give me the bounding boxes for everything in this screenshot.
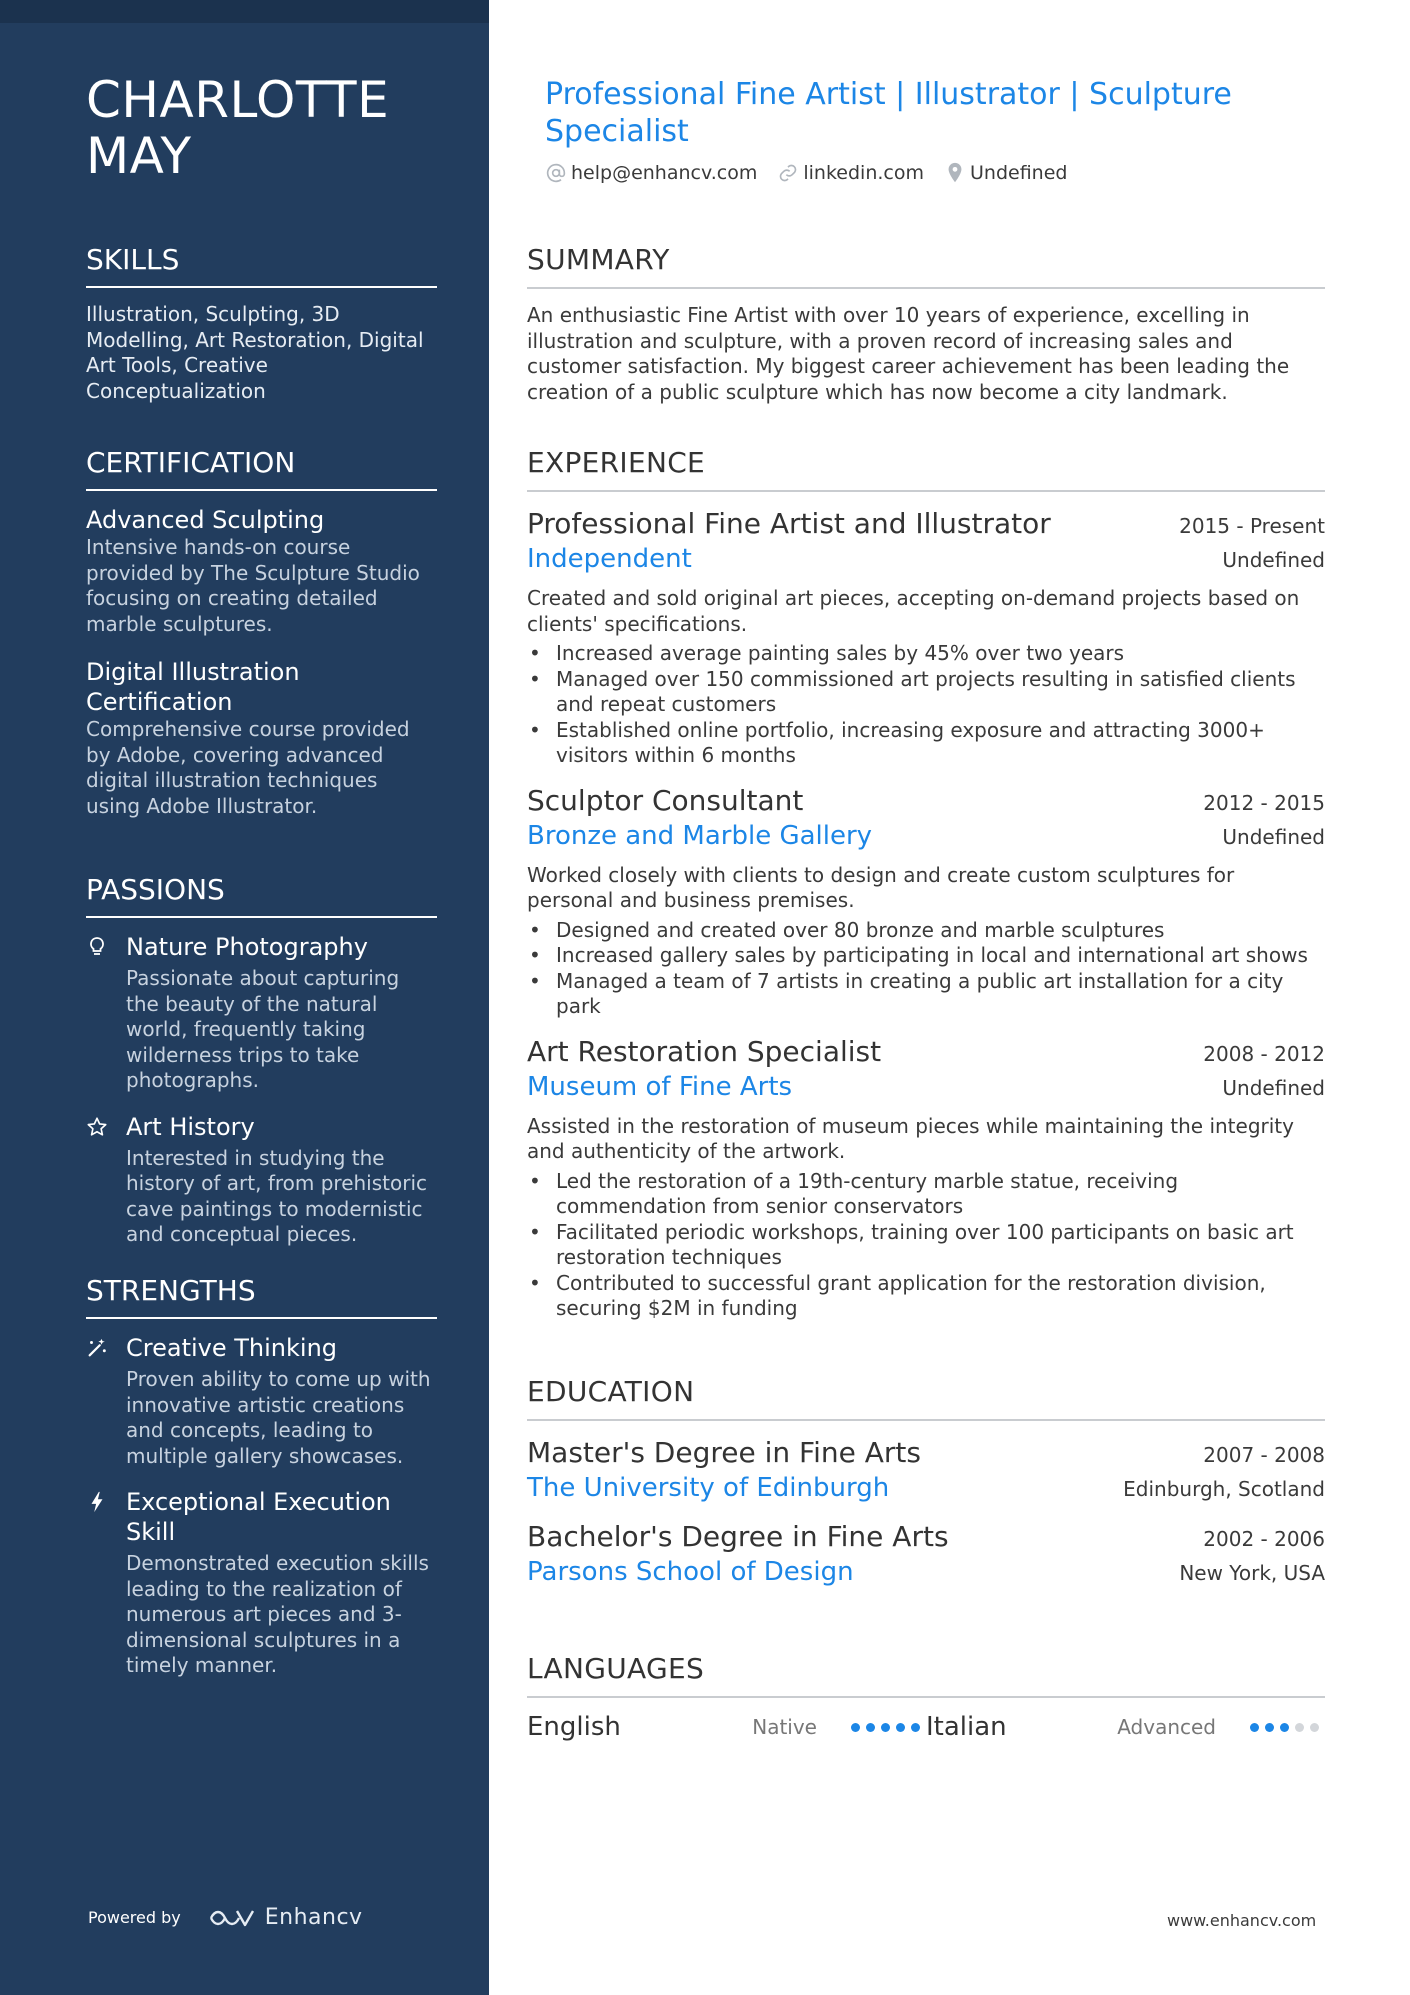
languages-section: [527, 1651, 1325, 1742]
certification-section: [86, 445, 437, 839]
language-level: Advanced: [1117, 1715, 1216, 1739]
achievement-item: • Managed over 150 commissioned art projects resulting in satisfied clients and repeat customers: [527, 667, 1325, 718]
job-dates: 2008 - 2012: [1203, 1041, 1325, 1066]
language-name: English: [527, 1712, 621, 1742]
job-dates: 2012 - 2015: [1203, 790, 1325, 815]
achievement-item: • Increased average painting sales by 45% over two years: [527, 641, 1325, 667]
skills-section: [86, 242, 437, 404]
enhancv-brand: Enhancv: [264, 1905, 363, 1930]
passion-description: Passionate about capturing the beauty of the natural world, frequently taking wilderness trips to take photographs.: [126, 966, 400, 1092]
job-location: Undefined: [1222, 824, 1325, 849]
passion-description: Interested in studying the history of art, from prehistoric cave paintings to modernistic and conceptual pieces.: [126, 1145, 428, 1246]
email-text: help@enhancv.com: [571, 162, 758, 184]
job-achievements: [527, 1169, 1325, 1322]
star-icon: [86, 1116, 108, 1138]
school-name: The University of Edinburgh: [527, 1473, 890, 1503]
certification-heading: CERTIFICATION: [86, 445, 437, 491]
contact-linkedin[interactable]: [777, 162, 924, 184]
rating-dot-filled: [881, 1723, 890, 1732]
sidebar: [0, 0, 489, 1995]
rating-dot-filled: [851, 1723, 860, 1732]
job-description: Assisted in the restoration of museum pieces while maintaining the integrity and authenticity of the artwork.: [527, 1113, 1294, 1163]
strength-title: Exceptional Execution Skill: [126, 1488, 391, 1546]
rating-dot-filled: [911, 1723, 920, 1732]
language-name: Italian: [926, 1712, 1007, 1742]
sidebar-top-bar: [0, 0, 489, 23]
rating-dot-filled: [1250, 1723, 1259, 1732]
rating-dot-empty: [1295, 1723, 1304, 1732]
rating-dot-filled: [1280, 1723, 1289, 1732]
rating-dot-filled: [1265, 1723, 1274, 1732]
candidate-name: [86, 72, 389, 184]
rating-dot-filled: [896, 1723, 905, 1732]
language-rating: [1250, 1723, 1325, 1732]
achievement-item: • Designed and created over 80 bronze and marble sculptures: [527, 918, 1325, 944]
education-section: [527, 1374, 1325, 1603]
experience-entry: [527, 1034, 1325, 1322]
achievement-item: • Facilitated periodic workshops, training over 100 participants on basic art restoration techniques: [527, 1220, 1325, 1271]
strength-description: Demonstrated execution skills leading to the realization of numerous art pieces and 3-dimensional sculptures in a timely manner.: [126, 1551, 429, 1677]
footer-website[interactable]: www.enhancv.com: [1167, 1911, 1317, 1930]
contact-location: [944, 162, 1067, 184]
powered-by: [88, 1905, 363, 1930]
passion-item: [86, 1112, 437, 1248]
school-name: Parsons School of Design: [527, 1557, 854, 1587]
headline: Professional Fine Artist | Illustrator | Sculpture Specialist: [545, 77, 1232, 149]
achievement-item: • Increased gallery sales by participating in local and international art shows: [527, 943, 1325, 969]
passions-heading: PASSIONS: [86, 872, 437, 918]
education-entry: [527, 1435, 1325, 1505]
company-name: Independent: [527, 544, 692, 574]
language-rating: [851, 1723, 926, 1732]
lightbulb-icon: [86, 936, 108, 958]
linkedin-text: linkedin.com: [803, 162, 924, 184]
magic-wand-icon: [86, 1337, 108, 1359]
languages-heading: LANGUAGES: [527, 1651, 1325, 1698]
job-achievements: [527, 918, 1325, 1020]
education-dates: 2007 - 2008: [1203, 1443, 1325, 1467]
languages-row: [527, 1712, 1325, 1742]
job-description: Worked closely with clients to design and create custom sculptures for personal and business premises.: [527, 862, 1235, 912]
company-name: Bronze and Marble Gallery: [527, 820, 873, 851]
link-icon: [777, 162, 799, 184]
job-title: Sculptor Consultant: [527, 783, 804, 817]
education-entry: [527, 1519, 1325, 1589]
strengths-heading: STRENGTHS: [86, 1273, 437, 1319]
education-dates: 2002 - 2006: [1203, 1527, 1325, 1551]
certification-description: Comprehensive course provided by Adobe, covering advanced digital illustration techniques using Adobe Illustrator.: [86, 717, 410, 818]
job-title: Art Restoration Specialist: [527, 1034, 882, 1068]
powered-by-label: Powered by: [88, 1908, 181, 1927]
location-text: Undefined: [970, 162, 1068, 184]
contact-email[interactable]: [545, 162, 757, 184]
job-dates: 2015 - Present: [1179, 514, 1325, 538]
job-description: Created and sold original art pieces, accepting on-demand projects based on clients' specifications.: [527, 586, 1300, 636]
language-item: [926, 1712, 1325, 1742]
rating-dot-filled: [866, 1723, 875, 1732]
achievement-item: • Led the restoration of a 19th-century marble statue, receiving commendation from senior conservators: [527, 1169, 1325, 1220]
rating-dot-empty: [1310, 1723, 1319, 1732]
strength-title: Creative Thinking: [126, 1334, 338, 1362]
experience-heading: EXPERIENCE: [527, 445, 1325, 492]
passions-section: [86, 872, 437, 1266]
job-location: Undefined: [1222, 1075, 1325, 1100]
degree-title: Master's Degree in Fine Arts: [527, 1436, 921, 1469]
strength-description: Proven ability to come up with innovative artistic creations and concepts, leading to multiple gallery showcases.: [126, 1367, 431, 1468]
experience-entry: [527, 506, 1325, 769]
certification-title: Advanced Sculpting: [86, 506, 325, 534]
summary-heading: SUMMARY: [527, 242, 1325, 289]
achievement-item: • Contributed to successful grant application for the restoration division, securing $2M in funding: [527, 1271, 1325, 1322]
passion-item: [86, 932, 437, 1094]
job-location: Undefined: [1222, 548, 1325, 572]
skills-heading: SKILLS: [86, 242, 437, 288]
passion-title: Nature Photography: [126, 933, 368, 961]
certification-title: Digital Illustration Certification: [86, 658, 300, 716]
school-location: New York, USA: [1179, 1561, 1325, 1585]
location-pin-icon: [944, 162, 966, 184]
certification-description: Intensive hands-on course provided by The Sculpture Studio focusing on creating detailed marble sculptures.: [86, 535, 420, 636]
experience-entry: [527, 783, 1325, 1020]
job-title: Professional Fine Artist and Illustrator: [527, 507, 1051, 540]
lightning-icon: [86, 1491, 108, 1513]
language-item: [527, 1712, 926, 1742]
achievement-item: • Managed a team of 7 artists in creating a public art installation for a city park: [527, 969, 1325, 1020]
last-name: MAY: [86, 127, 192, 185]
enhancv-logo-icon: [207, 1906, 255, 1930]
achievement-item: • Established online portfolio, increasing exposure and attracting 3000+ visitors within 6 months: [527, 718, 1325, 769]
summary-text: An enthusiastic Fine Artist with over 10 years of experience, excelling in illustration and sculpture, with a proven record of increasing sales and customer satisfaction. My biggest career achievement has been leading the creation of a public sculpture which has now become a city landmark.: [527, 303, 1290, 404]
at-icon: [545, 162, 567, 184]
skills-list: Illustration, Sculpting, 3D Modelling, Art Restoration, Digital Art Tools, Creative Conceptualization: [86, 302, 424, 403]
contact-bar: [545, 162, 1087, 184]
summary-section: [527, 242, 1325, 405]
language-level: Native: [752, 1715, 817, 1739]
strengths-section: [86, 1273, 437, 1697]
first-name: CHARLOTTE: [86, 71, 390, 129]
passion-title: Art History: [126, 1112, 255, 1141]
strength-item: [86, 1333, 437, 1469]
strength-item: [86, 1487, 437, 1679]
experience-section: [527, 445, 1325, 1336]
job-achievements: [527, 641, 1325, 769]
school-location: Edinburgh, Scotland: [1123, 1477, 1325, 1501]
company-name: Museum of Fine Arts: [527, 1071, 793, 1102]
degree-title: Bachelor's Degree in Fine Arts: [527, 1520, 949, 1553]
education-heading: EDUCATION: [527, 1374, 1325, 1421]
